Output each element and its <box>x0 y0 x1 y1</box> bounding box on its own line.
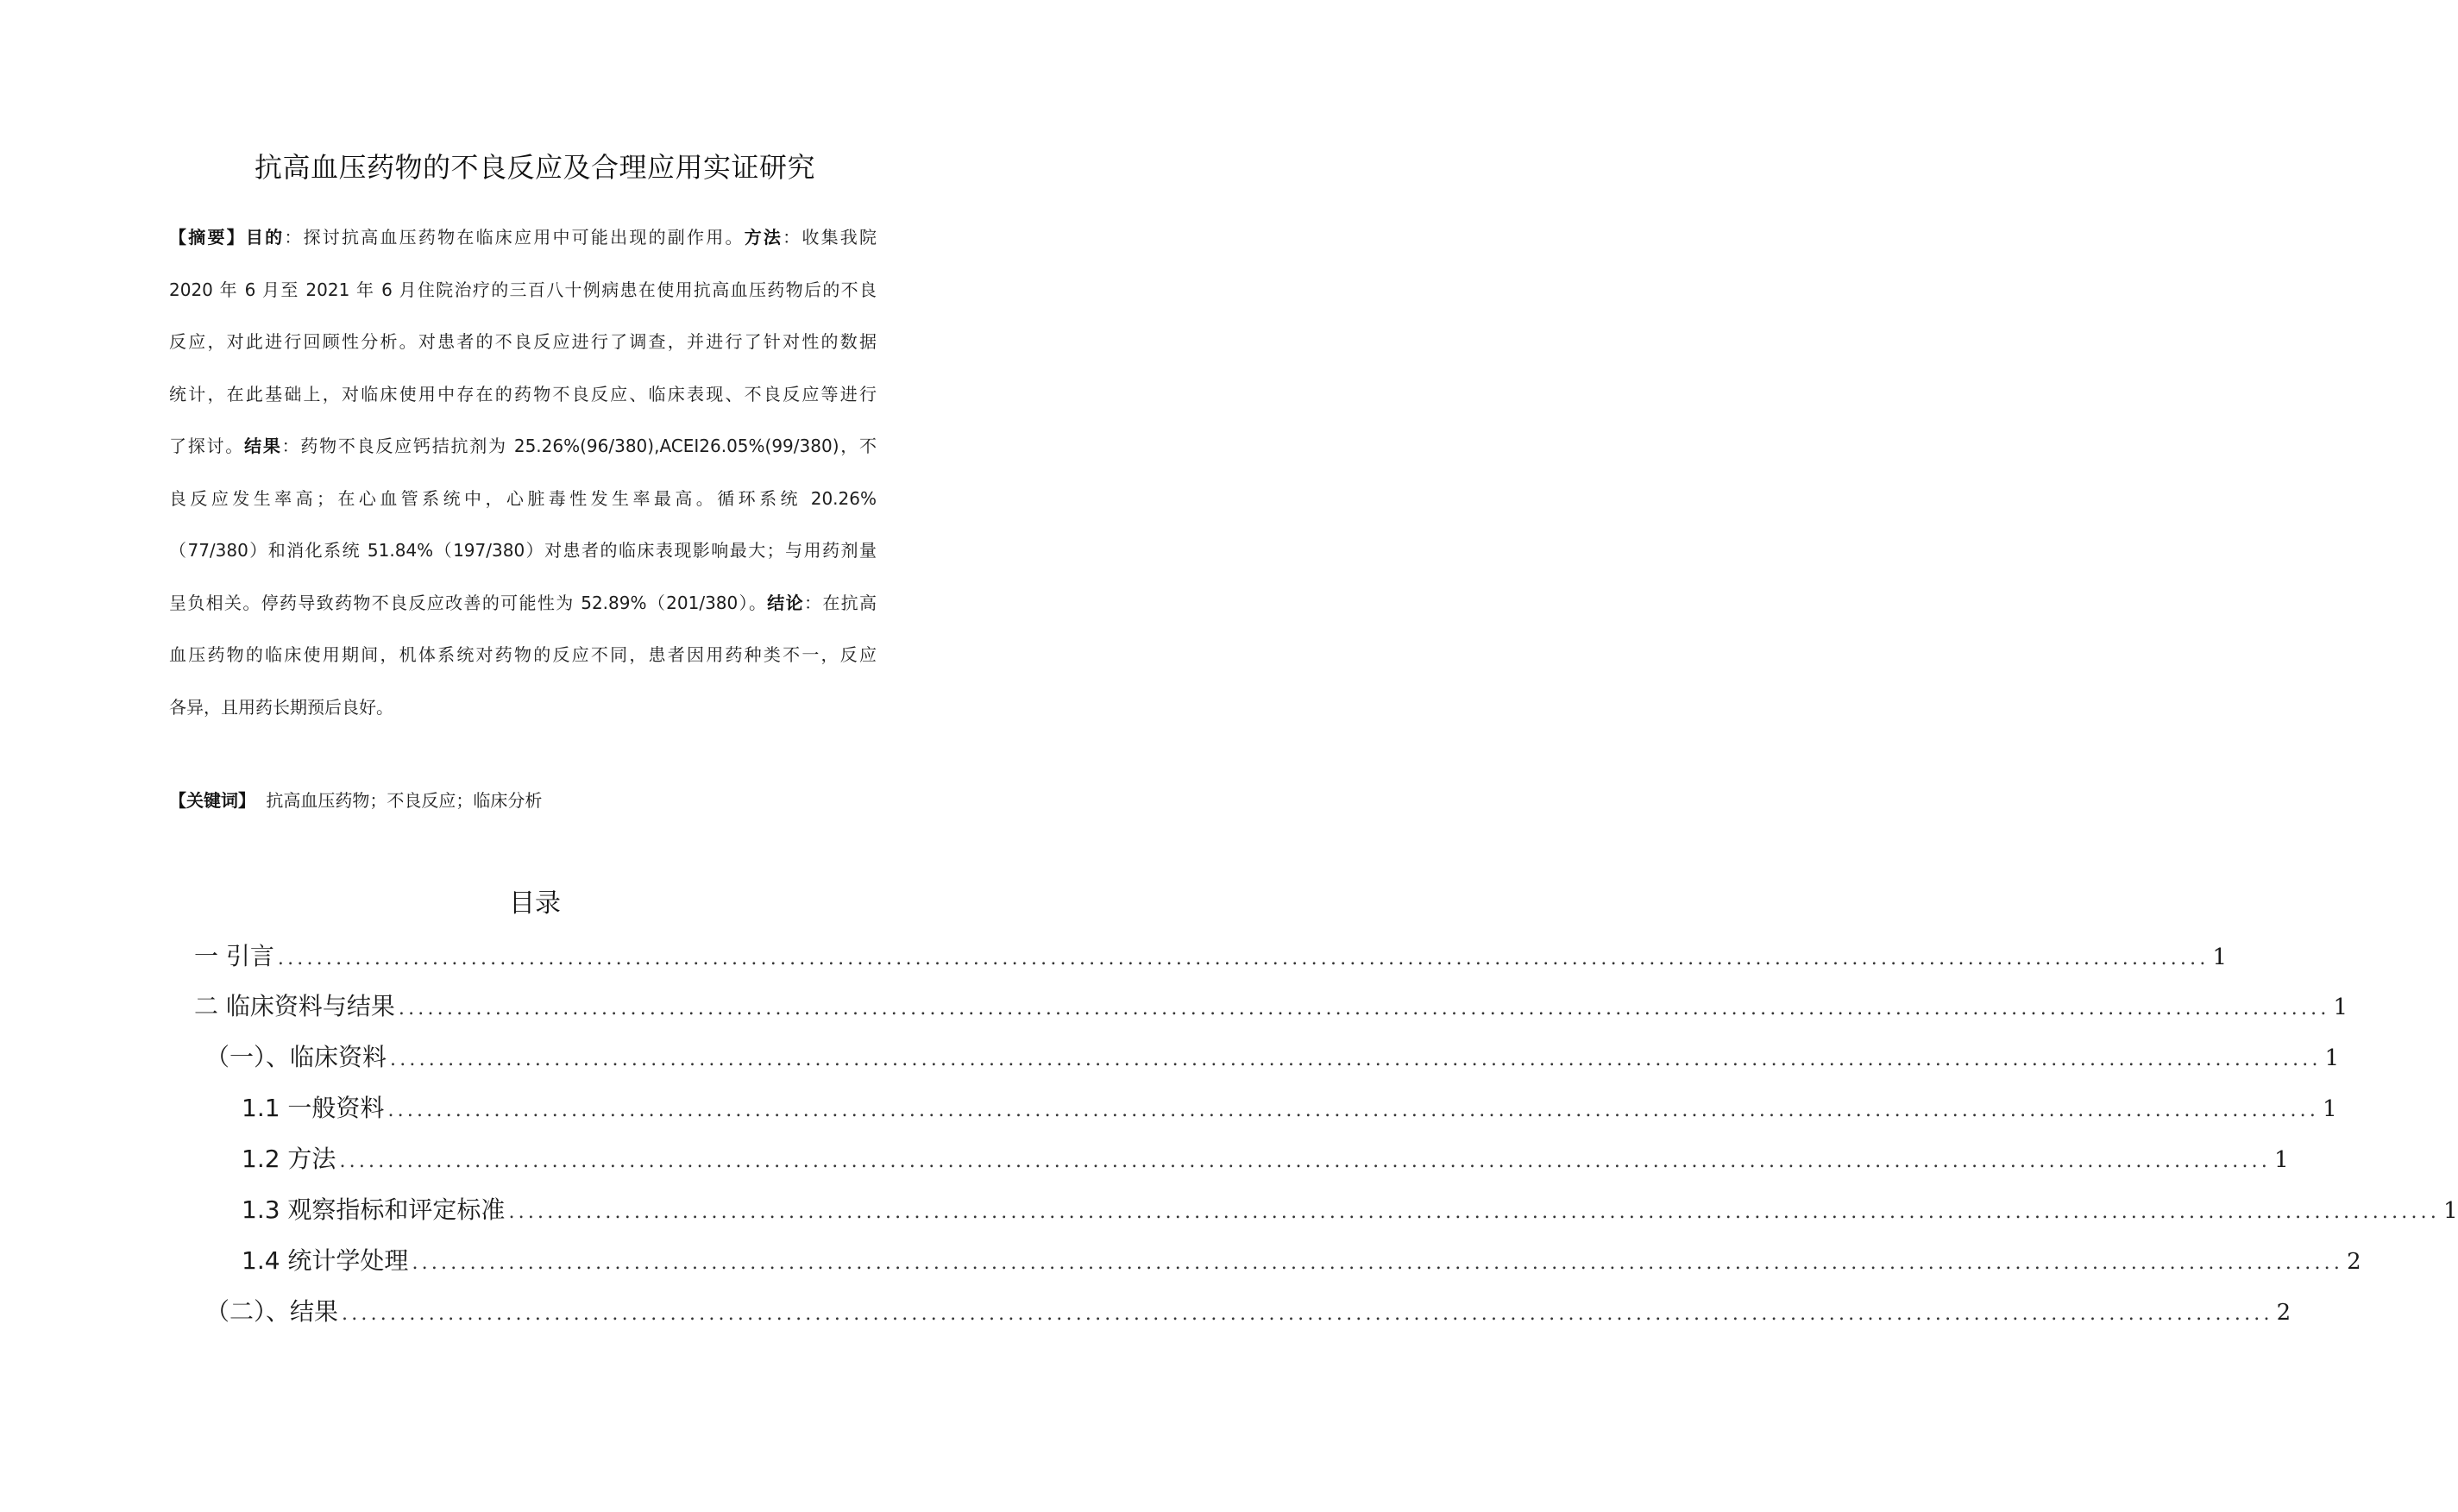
toc-leader-dots: ........................................................................................................................................................................................................ <box>398 998 2330 1020</box>
page-title: 抗高血压药物的不良反应及合理应用实证研究 <box>254 151 815 184</box>
toc-entry-page: 1 <box>2323 1096 2337 1122</box>
abstract-line <box>169 368 877 421</box>
abstract-text: ：在抗高 <box>803 592 877 613</box>
abstract-text: 统计，在此基础上，对临床使用中存在的药物不良反应、临床表现、不良反应等进行 <box>169 383 877 405</box>
abstract-line <box>169 211 877 264</box>
keywords-section <box>169 783 542 818</box>
toc-leader-dots: ........................................................................................................................................................................................................ <box>508 1201 2441 1223</box>
toc-leader-dots: ........................................................................................................................................................................................................ <box>412 1252 2344 1274</box>
abstract-line <box>169 577 877 630</box>
abstract-line <box>169 473 877 525</box>
toc-entry-page: 1 <box>2443 1198 2458 1224</box>
toc-entry-page: 2 <box>2276 1300 2291 1326</box>
toc-entry-page: 1 <box>2333 994 2348 1020</box>
toc-entry-page: 1 <box>2274 1147 2289 1173</box>
toc-entry-label: 1.2 方法 <box>242 1145 336 1173</box>
abstract-line <box>169 629 877 681</box>
abstract-text: 呈负相关。停药导致药物不良反应改善的可能性为 52.89%（201/380）。 <box>169 592 768 613</box>
toc-entry[interactable] <box>242 1189 2458 1232</box>
abstract-heading: 结果 <box>244 436 282 456</box>
abstract-line <box>169 524 877 577</box>
abstract-heading: 【摘要】 <box>169 227 246 248</box>
abstract-heading: 方法 <box>744 227 783 248</box>
toc-entry[interactable] <box>242 1239 2361 1283</box>
toc-leader-dots: ........................................................................................................................................................................................................ <box>387 1100 2320 1121</box>
toc-entry-page: 1 <box>2324 1045 2340 1071</box>
abstract-text: （77/380）和消化系统 51.84%（197/380）对患者的临床表现影响最大；与用药剂量 <box>169 540 877 561</box>
toc-entry-label: 二 临床资料与结果 <box>194 992 395 1020</box>
abstract-heading: 结论 <box>767 592 804 613</box>
abstract-text: 了探讨。 <box>169 436 245 456</box>
abstract-line <box>169 681 877 734</box>
abstract-line <box>169 264 877 317</box>
abstract-text: 各异，且用药长期预后良好。 <box>169 696 393 718</box>
abstract-text: 血压药物的临床使用期间，机体系统对药物的反应不同，患者因用药种类不一，反应 <box>169 644 877 665</box>
toc-entry-label: 1.1 一般资料 <box>242 1094 385 1122</box>
abstract-text: 反应，对此进行回顾性分析。对患者的不良反应进行了调查，并进行了针对性的数据 <box>169 331 877 352</box>
toc-entry[interactable] <box>205 1036 2340 1079</box>
toc-entry-label: 1.4 统计学处理 <box>242 1246 409 1275</box>
toc-entry[interactable] <box>205 1290 2291 1333</box>
toc-entry-page: 1 <box>2212 944 2228 970</box>
abstract-line <box>169 316 877 368</box>
toc-entry[interactable] <box>242 1138 2289 1181</box>
toc-entry-label: 一 引言 <box>194 942 274 970</box>
abstract-heading: 目的 <box>245 227 285 248</box>
toc-leader-dots: ........................................................................................................................................................................................................ <box>390 1049 2322 1070</box>
toc-title: 目录 <box>509 888 561 919</box>
keywords-label: 【关键词】 <box>169 790 255 811</box>
abstract-text: 良反应发生率高；在心血管系统中，心脏毒性发生率最高。循环系统 20.26% <box>169 487 877 509</box>
keywords-text: 抗高血压药物；不良反应；临床分析 <box>266 790 543 811</box>
toc-leader-dots: ........................................................................................................................................................................................................ <box>277 948 2210 969</box>
toc-entry[interactable] <box>242 1087 2337 1130</box>
toc-leader-dots: ........................................................................................................................................................................................................ <box>339 1151 2272 1172</box>
toc-entry-label: （二）、结果 <box>205 1297 339 1326</box>
toc-leader-dots: ........................................................................................................................................................................................................ <box>342 1303 2273 1325</box>
abstract-section <box>169 211 877 733</box>
toc-entry-page: 2 <box>2347 1249 2361 1275</box>
toc-entry[interactable] <box>194 935 2228 978</box>
toc-entry-label: 1.3 观察指标和评定标准 <box>242 1195 506 1224</box>
abstract-text: ：探讨抗高血压药物在临床应用中可能出现的副作用。 <box>284 227 745 248</box>
abstract-line <box>169 420 877 473</box>
abstract-text: ：收集我院 <box>783 227 877 248</box>
abstract-text: 2020 年 6 月至 2021 年 6 月住院治疗的三百八十例病患在使用抗高血压药物后的不良 <box>169 279 877 300</box>
abstract-text: ：药物不良反应钙拮抗剂为 25.26%(96/380),ACEI26.05%(99/380)，不 <box>281 436 877 456</box>
toc-entry-label: （一）、临床资料 <box>205 1043 387 1071</box>
toc-entry[interactable] <box>194 985 2348 1028</box>
